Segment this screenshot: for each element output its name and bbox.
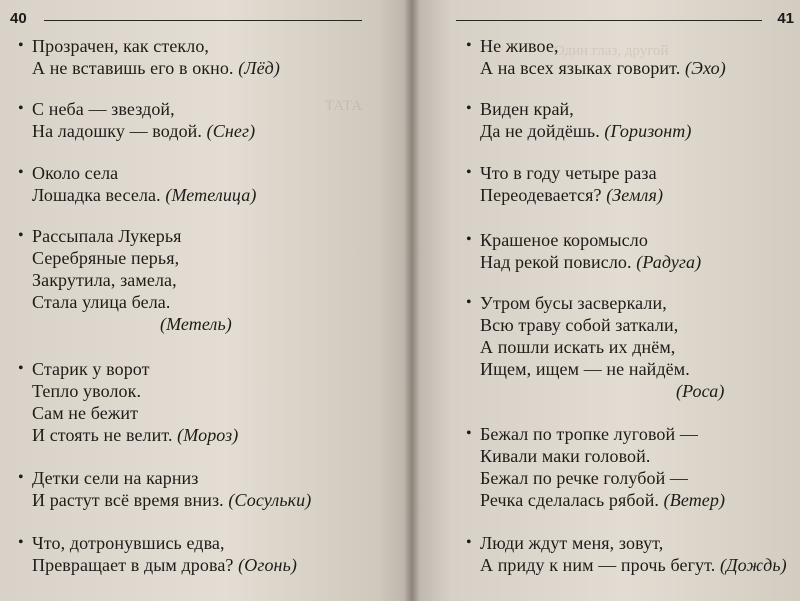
riddle-line: Что в году четыре раза bbox=[480, 163, 657, 183]
riddle-line: Бежал по тропке луговой — bbox=[480, 424, 698, 444]
riddle-answer: (Земля) bbox=[606, 185, 664, 205]
riddle-line: Стала улица бела. bbox=[32, 292, 171, 312]
riddle-line: Детки сели на карниз bbox=[32, 468, 199, 488]
riddle-line: Люди ждут меня, зовут, bbox=[480, 533, 664, 553]
riddle-answer: (Эхо) bbox=[685, 58, 726, 78]
bullet-icon: • bbox=[18, 37, 24, 54]
riddle-line: Рассыпала Лукерья bbox=[32, 226, 182, 246]
riddle bbox=[18, 98, 256, 142]
riddle-answer: (Метель) bbox=[160, 314, 232, 334]
bullet-icon: • bbox=[466, 164, 472, 181]
book-gutter bbox=[404, 0, 420, 601]
riddle-line: Над рекой повисло. bbox=[480, 252, 632, 272]
riddle-answer: (Лёд) bbox=[238, 58, 280, 78]
riddle bbox=[18, 358, 239, 446]
riddle-line: Крашеное коромысло bbox=[480, 230, 648, 250]
page-number-left: 40 bbox=[10, 10, 27, 27]
bullet-icon: • bbox=[466, 425, 472, 442]
riddle bbox=[18, 162, 257, 206]
riddle-line: Прозрачен, как стекло, bbox=[32, 36, 210, 56]
riddle-line: И стоять не велит. bbox=[32, 425, 173, 445]
riddle-line: Речка сделалась рябой. bbox=[480, 490, 660, 510]
riddle-line: Виден край, bbox=[480, 99, 574, 119]
bullet-icon: • bbox=[466, 100, 472, 117]
riddle-answer: (Радуга) bbox=[636, 252, 702, 272]
bullet-icon: • bbox=[466, 37, 472, 54]
riddle bbox=[18, 467, 312, 511]
bullet-icon: • bbox=[18, 360, 24, 377]
header-rule-right bbox=[456, 20, 762, 21]
riddle-line: Утром бусы засверкали, bbox=[480, 293, 667, 313]
riddle-line: С неба — звездой, bbox=[32, 99, 175, 119]
riddle-line: Старик у ворот bbox=[32, 359, 150, 379]
riddle-line: Серебряные перья, bbox=[32, 248, 180, 268]
riddle-answer: (Метелица) bbox=[165, 185, 257, 205]
bullet-icon: • bbox=[466, 294, 472, 311]
riddle-line: Не живое, bbox=[480, 36, 559, 56]
riddle-answer: (Огонь) bbox=[238, 555, 297, 575]
riddle-answer: (Дождь) bbox=[719, 555, 787, 575]
show-through-text: ТАТА bbox=[325, 98, 363, 114]
riddle-answer: (Ветер) bbox=[663, 490, 726, 510]
riddle-answer: (Роса) bbox=[676, 381, 725, 401]
bullet-icon: • bbox=[18, 164, 24, 181]
riddle-line: Превращает в дым дрова? bbox=[32, 555, 234, 575]
riddle bbox=[466, 423, 726, 511]
riddle bbox=[466, 35, 726, 79]
bullet-icon: • bbox=[18, 534, 24, 551]
riddle-line: Что, дотронувшись едва, bbox=[32, 533, 225, 553]
riddle-line: Да не дойдёшь. bbox=[480, 121, 600, 141]
riddle-line: Кивали маки головой. bbox=[480, 446, 651, 466]
riddle-line: Всю траву собой заткали, bbox=[480, 315, 679, 335]
riddle-line: Переодевается? bbox=[480, 185, 602, 205]
header-rule-left bbox=[44, 20, 362, 21]
riddle bbox=[466, 229, 702, 273]
bullet-icon: • bbox=[466, 231, 472, 248]
riddle-answer: (Мороз) bbox=[177, 425, 239, 445]
riddle-line: Тепло уволок. bbox=[32, 381, 142, 401]
riddle bbox=[466, 162, 664, 206]
riddle bbox=[18, 532, 297, 576]
page-number-right: 41 bbox=[777, 10, 794, 27]
bullet-icon: • bbox=[18, 227, 24, 244]
riddle-line: Бежал по речке голубой — bbox=[480, 468, 689, 488]
riddle-line: Около села bbox=[32, 163, 119, 183]
riddle-line: Сам не бежит bbox=[32, 403, 139, 423]
bullet-icon: • bbox=[18, 100, 24, 117]
riddle-line: А на всех языках говорит. bbox=[480, 58, 681, 78]
bullet-icon: • bbox=[18, 469, 24, 486]
riddle-line: А приду к ним — прочь бегут. bbox=[480, 555, 716, 575]
riddle-line: На ладошку — водой. bbox=[32, 121, 203, 141]
riddle bbox=[466, 532, 787, 576]
riddle-line: Лошадка весела. bbox=[32, 185, 161, 205]
show-through-text: · Один глаз, другой bbox=[545, 43, 669, 59]
riddle bbox=[18, 225, 232, 335]
riddle-line: И растут всё время вниз. bbox=[32, 490, 224, 510]
riddle bbox=[466, 292, 725, 402]
riddle-answer: (Снег) bbox=[206, 121, 256, 141]
riddle-line: Закрутила, замела, bbox=[32, 270, 177, 290]
riddle-answer: (Сосульки) bbox=[228, 490, 312, 510]
riddle-answer: (Горизонт) bbox=[604, 121, 692, 141]
riddle bbox=[466, 98, 692, 142]
riddle bbox=[18, 35, 280, 79]
bullet-icon: • bbox=[466, 534, 472, 551]
riddle-line: А не вставишь его в окно. bbox=[32, 58, 234, 78]
riddle-line: Ищем, ищем — не найдём. bbox=[480, 359, 690, 379]
riddle-line: А пошли искать их днём, bbox=[480, 337, 676, 357]
